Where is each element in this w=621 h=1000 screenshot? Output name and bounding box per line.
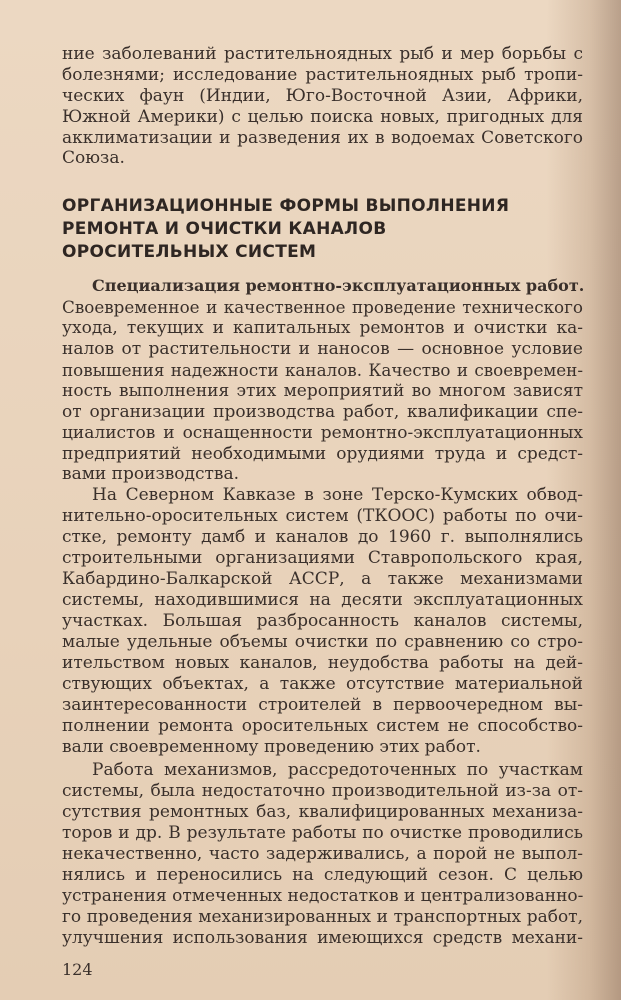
text-line: нялись и переносились на следующий сезон. С целью (62, 865, 583, 885)
text-line: ухода, текущих и капитальных ремонтов и очистки ка- (62, 318, 583, 338)
text-line: Союза. (62, 148, 125, 168)
text-line: предприятий необходимыми орудиями труда и средст- (62, 444, 583, 464)
text-line: полнении ремонта оросительных систем не способство- (62, 716, 583, 736)
text-line: заинтересованности строителей в первоочередном вы- (62, 695, 583, 715)
text-line: Работа механизмов, рассредоточенных по участкам (92, 760, 583, 780)
text-line: ние заболеваний растительноядных рыб и мер борьбы с (62, 44, 583, 64)
text-line: участках. Большая разбросанность каналов системы, (62, 611, 583, 631)
text-line: Южной Америки) с целью поиска новых, пригодных для (62, 107, 583, 127)
text-line: торов и др. В результате работы по очистке проводились (62, 823, 583, 843)
text-line: системы, была недостаточно производительной из-за от- (62, 781, 583, 801)
text-line: Кабардино-Балкарской АССР, а также механизмами (62, 569, 583, 589)
text-line: ствующих объектах, а также отсутствие материальной (62, 674, 583, 694)
section-heading-line: ОРОСИТЕЛЬНЫХ СИСТЕМ (62, 242, 317, 262)
text-line: некачественно, часто задерживались, а порой не выпол- (62, 844, 583, 864)
text-line: нительно-оросительных систем (ТКООС) работы по очи- (62, 506, 583, 526)
text-line: болезнями; исследование растительноядных рыб тропи- (62, 65, 583, 85)
text-line: ность выполнения этих мероприятий во многом зависят (62, 381, 583, 401)
text-line: малые удельные объемы очистки по сравнению со стро- (62, 632, 583, 652)
text-line: ительством новых каналов, неудобства работы на дей- (62, 653, 583, 673)
text-line: Своевременное и качественное проведение технического (62, 297, 583, 317)
text-line: вали своевременному проведению этих работ. (62, 737, 481, 757)
text-line: сутствия ремонтных баз, квалифицированных механиза- (62, 802, 583, 822)
text-line: повышения надежности каналов. Качество и своевремен- (62, 360, 583, 380)
section-heading-line: РЕМОНТА И ОЧИСТКИ КАНАЛОВ (62, 219, 387, 239)
text-line: налов от растительности и наносов — основное условие (62, 339, 583, 359)
text-line: стке, ремонту дамб и каналов до 1960 г. выполнялись (62, 527, 583, 547)
page-number: 124 (62, 960, 93, 979)
text-line: устранения отмеченных недостатков и централизованно- (62, 886, 584, 906)
text-line: строительными организациями Ставропольского края, (62, 548, 583, 568)
text-line: акклиматизации и разведения их в водоемах Советского (62, 128, 583, 148)
text-line: вами производства. (62, 464, 240, 484)
text-line: го проведения механизированных и транспортных работ, (62, 907, 583, 927)
section-heading-line: ОРГАНИЗАЦИОННЫЕ ФОРМЫ ВЫПОЛНЕНИЯ (62, 196, 510, 216)
text-line: системы, находившимися на десяти эксплуатационных (62, 590, 583, 610)
text-line: циалистов и оснащенности ремонтно-эксплуатационных (62, 423, 583, 443)
text-line: ческих фаун (Индии, Юго-Восточной Азии, Африки, (62, 86, 583, 106)
text-line: от организации производства работ, квалификации спе- (62, 402, 583, 422)
text-line: На Северном Кавказе в зоне Терско-Кумских обвод- (92, 485, 583, 505)
text-line: улучшения использования имеющихся средств механи- (62, 928, 583, 948)
subheading: Специализация ремонтно-эксплуатационных работ. (92, 276, 585, 295)
